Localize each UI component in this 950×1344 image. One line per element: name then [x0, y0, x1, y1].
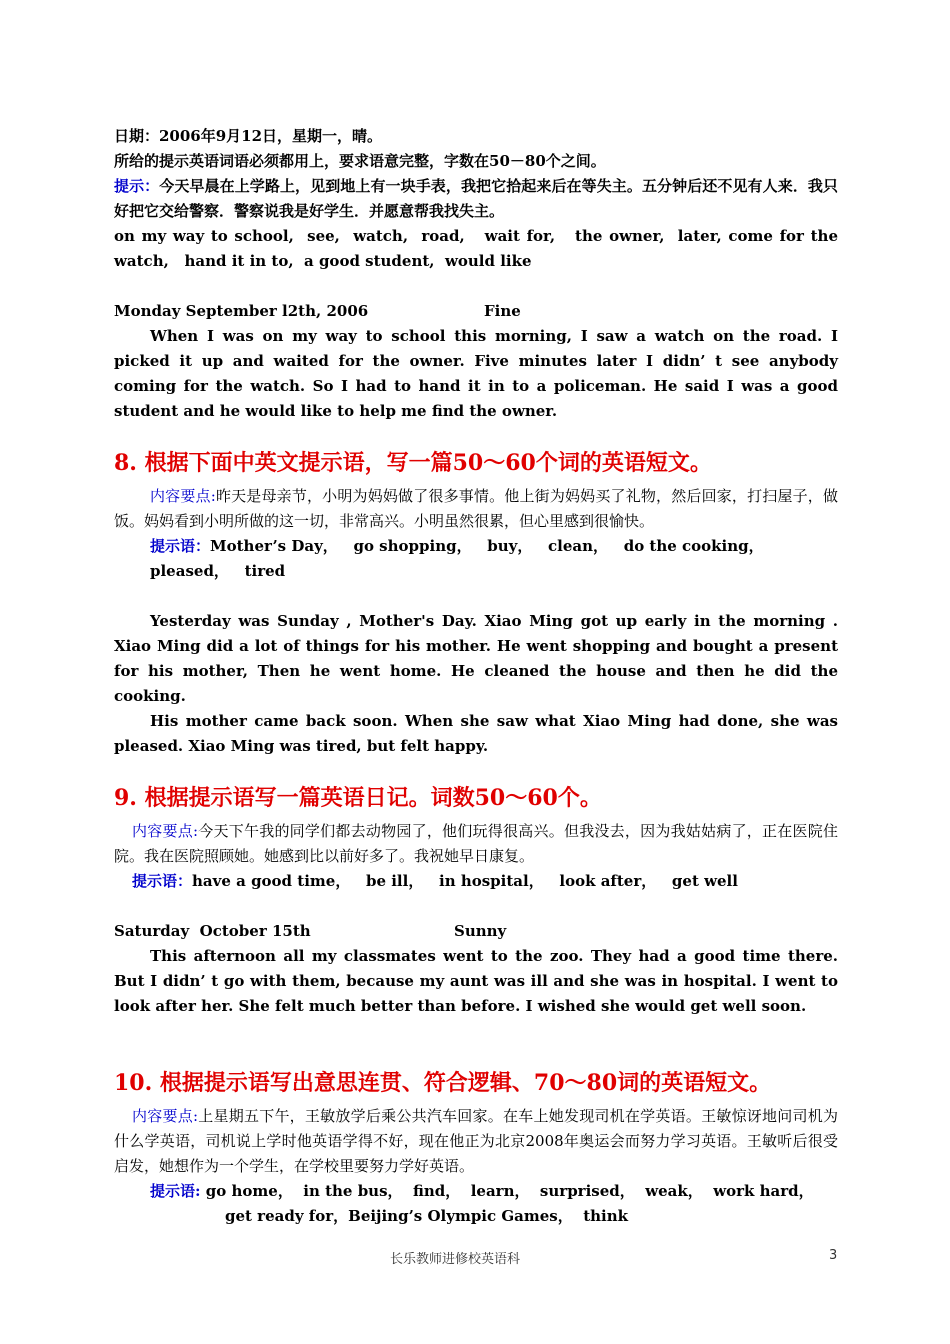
q10-hints-continued: get ready for，Beijing’s Olympic Games， think [225, 1207, 629, 1225]
q9-hint-words: have a good time， be ill， in hospital， look after， get well [192, 872, 738, 890]
q8-hint-words: Mother’s Day， go shopping， buy， clean， do the cooking， pleased， tired [150, 537, 780, 580]
diary-weather: Fine [484, 302, 521, 320]
q9-hints [114, 869, 838, 894]
q10-hint-label: 提示语: [150, 1182, 201, 1200]
q8-content-label: 内容要点: [150, 487, 216, 505]
footer-school: 长乐教师进修校英语科 [390, 1252, 521, 1267]
q8-hints [114, 534, 838, 584]
q10-content-text: 上星期五下午，王敏放学后乘公共汽车回家。在车上她发现司机在学英语。王敏惊讶地问司机为什么学英语，司机说上学时他英语学得不好，现在他正为北京2008年奥运会而努力学习英语。王敏听后很受启发，她想作为一个学生，在学校里要努力学好英语。 [114, 1107, 838, 1175]
q9-essay: This afternoon all my classmates went to the zoo. They had a good time there. But I didn’ t go with them, because my aunt was ill and she was in hospital. I went to look after her. She felt much better than before. I wished she would get well soon. [114, 947, 844, 1015]
q8-content [114, 484, 838, 534]
q9-hint-label: 提示语： [132, 872, 193, 890]
diary-header [114, 299, 838, 324]
document-body [114, 124, 844, 1229]
q8-content-text: 昨天是母亲节，小明为妈妈做了很多事情。他上街为妈妈买了礼物，然后回家，打扫屋子，做饭。妈妈看到小明所做的这一切，非常高兴。小明虽然很累，但心里感到很愉快。 [114, 487, 838, 530]
q9-diary-header [114, 919, 838, 944]
model-essay: When I was on my way to school this morning, I saw a watch on the road. I picked it up and waited for the owner. Five minutes later I didn’ t see anybody coming for the watch. So I had to hand it in to a policeman. He said I was a good student and he would like to help me find the owner. [114, 327, 844, 420]
question-9-title: 9. 根据提示语写一篇英语日记。词数50～60个。 [114, 785, 602, 811]
q10-content [114, 1104, 838, 1179]
q9-diary-date: Saturday October 15th [114, 922, 311, 940]
date-line: 日期：2006年9月12日，星期一，晴。 [114, 127, 383, 145]
q10-hint-words-1: go home， in the bus， find， learn， surprised， weak， work hard， [205, 1182, 814, 1200]
keyword-list: on my way to school, see, watch, road, wait for, the owner, later, come for the watch, hand it in to, a good student, would like [114, 227, 844, 270]
q10-content-label: 内容要点: [132, 1107, 199, 1125]
question-10-title: 10. 根据提示语写出意思连贯、符合逻辑、70～80词的英语短文。 [114, 1070, 772, 1096]
q9-content [114, 819, 838, 869]
q8-hint-label: 提示语： [150, 537, 211, 555]
hint-text: 今天早晨在上学路上，见到地上有一块手表，我把它拾起来后在等失主。五分钟后还不见有人来．我只好把它交给警察．警察说我是好学生．并愿意帮我找失主。 [114, 177, 838, 220]
hint-label: 提示： [114, 177, 160, 195]
q9-content-label: 内容要点: [132, 822, 199, 840]
q9-content-text: 今天下午我的同学们都去动物园了，他们玩得很高兴。但我没去，因为我姑姑病了，正在医院住院。我在医院照顾她。她感到比以前好多了。我祝她早日康复。 [114, 822, 838, 865]
question-8-title: 8. 根据下面中英文提示语，写一篇50～60个词的英语短文。 [114, 450, 712, 476]
q10-hints [114, 1179, 838, 1204]
page-number: 3 [829, 1248, 838, 1263]
instruction-line: 所给的提示英语词语必须都用上，要求语意完整，字数在50－80个之间。 [114, 152, 606, 170]
diary-date: Monday September l2th, 2006 [114, 302, 369, 320]
q8-essay-paragraph-1: Yesterday was Sunday , Mother's Day. Xiao Ming got up early in the morning . Xiao Ming did a lot of things for his mother. He went shopping and bought a present for his mother, Then he went home. He cleaned the house and then he did the cooking. [114, 612, 844, 705]
hint-paragraph [114, 174, 838, 224]
q8-essay-paragraph-2: His mother came back soon. When she saw what Xiao Ming had done, she was pleased. Xiao Ming was tired, but felt happy. [114, 712, 844, 755]
q9-diary-weather: Sunny [454, 922, 507, 940]
